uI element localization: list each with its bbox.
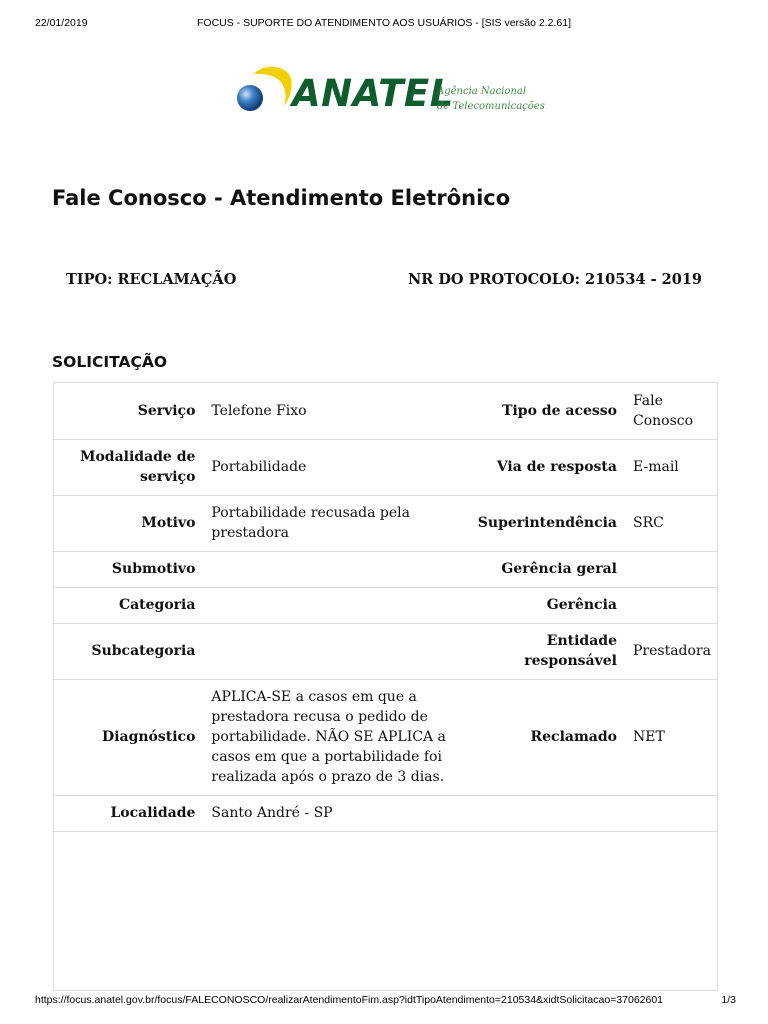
field-value <box>211 587 467 623</box>
field-label: Subcategoria <box>91 643 196 659</box>
section-title: SOLICITAÇÃO <box>52 353 168 371</box>
field-label: Gerência geral <box>501 561 617 577</box>
field-value: E-mail <box>632 459 679 475</box>
logo-wordmark: ANATEL <box>292 72 454 115</box>
field-value: APLICA-SE a casos em que a prestadora recusa o pedido de portabilidade. NÃO SE APLICA a casos em que a portabilidade foi realizada após o prazo de 3 dias. <box>211 689 446 785</box>
table-row <box>54 551 717 587</box>
table-row <box>54 623 717 679</box>
field-value <box>633 587 717 623</box>
field-value: Portabilidade recusada pela prestadora <box>211 505 410 541</box>
table-row <box>54 679 717 795</box>
field-value: Santo André - SP <box>211 805 333 821</box>
field-label: Gerência <box>546 597 617 613</box>
field-value: Fale Conosco <box>632 392 694 429</box>
logo-subtitle-line2: de Telecomunicações <box>437 101 545 112</box>
logo-subtitle <box>437 84 545 114</box>
field-value: Prestadora <box>632 643 711 659</box>
field-label: Tipo de acesso <box>502 402 617 419</box>
field-label: Reclamado <box>530 729 617 745</box>
field-label: Motivo <box>141 515 196 531</box>
field-label: Via de resposta <box>496 459 617 475</box>
field-value: Portabilidade <box>211 459 307 475</box>
field-label: Categoria <box>118 597 196 613</box>
field-value <box>211 623 467 679</box>
table-row <box>54 495 717 551</box>
print-date: 22/01/2019 <box>35 17 88 29</box>
field-label: Serviço <box>137 402 196 419</box>
field-value: NET <box>632 729 665 745</box>
table-row <box>54 383 717 439</box>
field-value <box>633 551 717 587</box>
anatel-globe-icon <box>232 62 296 126</box>
field-label <box>467 795 633 831</box>
field-label: Entidade responsável <box>524 633 617 669</box>
table-row <box>54 587 717 623</box>
field-label: Submotivo <box>111 561 196 577</box>
solicitacao-table <box>53 382 718 991</box>
table-row <box>54 439 717 495</box>
page-title: Fale Conosco - Atendimento Eletrônico <box>52 186 511 210</box>
protocolo-label: NR DO PROTOCOLO: 210534 - 2019 <box>407 271 702 288</box>
logo-subtitle-line1: Agência Nacional <box>437 86 527 97</box>
anatel-logo <box>232 62 552 126</box>
field-label: Localidade <box>110 805 196 821</box>
field-value: SRC <box>632 515 664 531</box>
print-url: https://focus.anatel.gov.br/focus/FALECONOSCO/realizarAtendimentoFim.asp?idtTipoAtendimento=210534&xidtSolicitacao=37062601 <box>35 994 664 1006</box>
field-value <box>633 795 717 831</box>
print-page-number: 1/3 <box>721 994 736 1006</box>
tipo-label: TIPO: RECLAMAÇÃO <box>66 271 237 288</box>
field-label: Superintendência <box>477 515 617 531</box>
print-title: FOCUS - SUPORTE DO ATENDIMENTO AOS USUÁRIOS - [SIS versão 2.2.61] <box>196 17 571 29</box>
field-value: Telefone Fixo <box>211 402 307 419</box>
field-value <box>211 551 467 587</box>
table-row <box>54 795 717 831</box>
field-label: Modalidade de serviço <box>79 449 196 485</box>
field-label: Diagnóstico <box>102 729 196 745</box>
